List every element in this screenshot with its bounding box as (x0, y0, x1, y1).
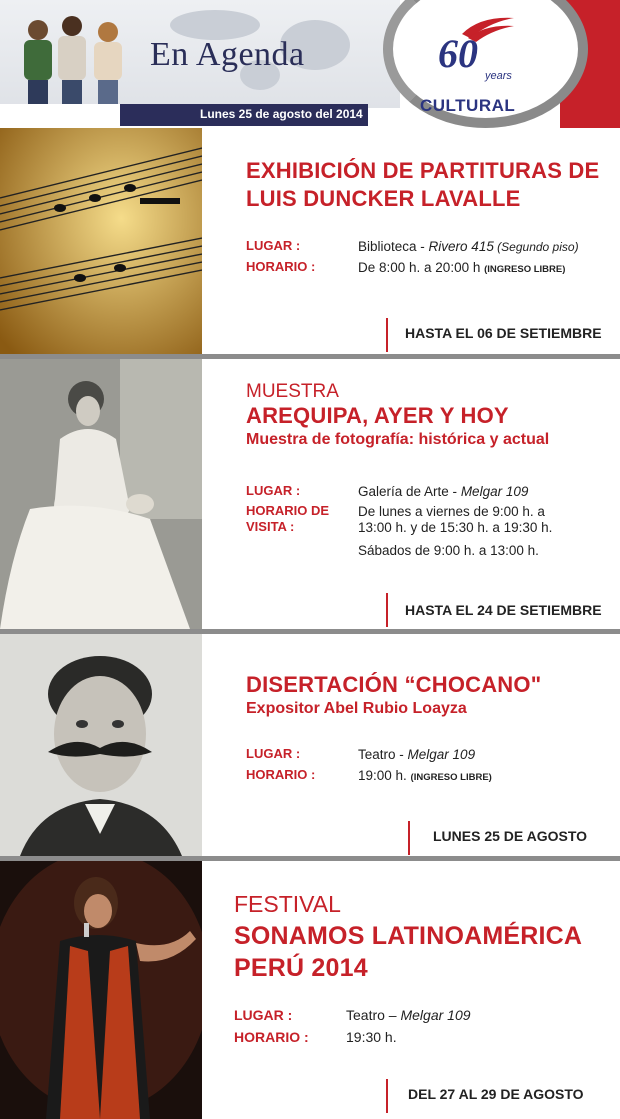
event-category: MUESTRA (246, 381, 339, 402)
event-card (0, 634, 620, 856)
date-label: Lunes 25 de agosto del 2014 (200, 107, 363, 121)
horario-value: De 8:00 h. a 20:00 h (INGRESO LIBRE) (358, 260, 566, 275)
horario-line-1: De lunes a viernes de 9:00 h. a (358, 504, 545, 519)
page-title: En Agenda (150, 36, 305, 73)
horario-value: 19:30 h. (346, 1029, 397, 1045)
horario-label-line2: VISITA : (246, 519, 295, 534)
horario-value: 19:00 h. (INGRESO LIBRE) (358, 768, 492, 783)
lugar-value: Teatro - Melgar 109 (358, 747, 476, 762)
event-title: DISERTACIÓN “CHOCANO" (246, 672, 542, 697)
lugar-value: Galería de Arte - Melgar 109 (358, 484, 529, 499)
event-title-line2: PERÚ 2014 (234, 954, 368, 982)
logo-number: 60 (438, 31, 478, 76)
event-card (0, 861, 620, 1119)
event-subtitle: Muestra de fotografía: histórica y actual (246, 431, 550, 448)
event-end-date: HASTA EL 06 DE SETIEMBRE (405, 325, 602, 341)
horario-label: HORARIO : (246, 259, 316, 274)
horario-line-3: Sábados de 9:00 h. a 13:00 h. (358, 543, 539, 558)
historic-portrait-photo (0, 359, 202, 629)
lugar-label: LUGAR : (246, 238, 301, 253)
logo-text: CULTURAL (420, 96, 516, 115)
event-title: SONAMOS LATINOAMÉRICA (234, 922, 583, 950)
chocano-portrait-photo (0, 634, 202, 856)
event-end-date: HASTA EL 24 DE SETIEMBRE (405, 602, 602, 618)
horario-label: HORARIO DE (246, 503, 330, 518)
horario-line-2: 13:00 h. y de 15:30 h. a 19:30 h. (358, 520, 553, 535)
event-title-line2: LUIS DUNCKER LAVALLE (246, 186, 521, 211)
event-title: AREQUIPA, AYER Y HOY (246, 403, 509, 428)
event-card (0, 128, 620, 354)
header (0, 0, 620, 128)
event-end-date: DEL 27 AL 29 DE AGOSTO (408, 1086, 584, 1102)
students-photo (8, 8, 138, 108)
lugar-value: Teatro – Melgar 109 (346, 1007, 471, 1023)
event-card (0, 359, 620, 629)
event-category: FESTIVAL (234, 891, 341, 917)
horario-label: HORARIO : (246, 767, 316, 782)
singer-concert-photo (0, 861, 202, 1119)
sheet-music-photo (0, 128, 202, 354)
lugar-label: LUGAR : (234, 1007, 293, 1023)
event-title: EXHIBICIÓN DE PARTITURAS DE (246, 158, 600, 183)
lugar-label: LUGAR : (246, 746, 301, 761)
event-end-date: LUNES 25 DE AGOSTO (433, 828, 588, 844)
lugar-label: LUGAR : (246, 483, 301, 498)
event-subtitle: Expositor Abel Rubio Loayza (246, 700, 467, 717)
lugar-value: Biblioteca - Rivero 415 (Segundo piso) (358, 239, 579, 254)
logo-years: years (485, 70, 512, 82)
horario-label: HORARIO : (234, 1029, 309, 1045)
